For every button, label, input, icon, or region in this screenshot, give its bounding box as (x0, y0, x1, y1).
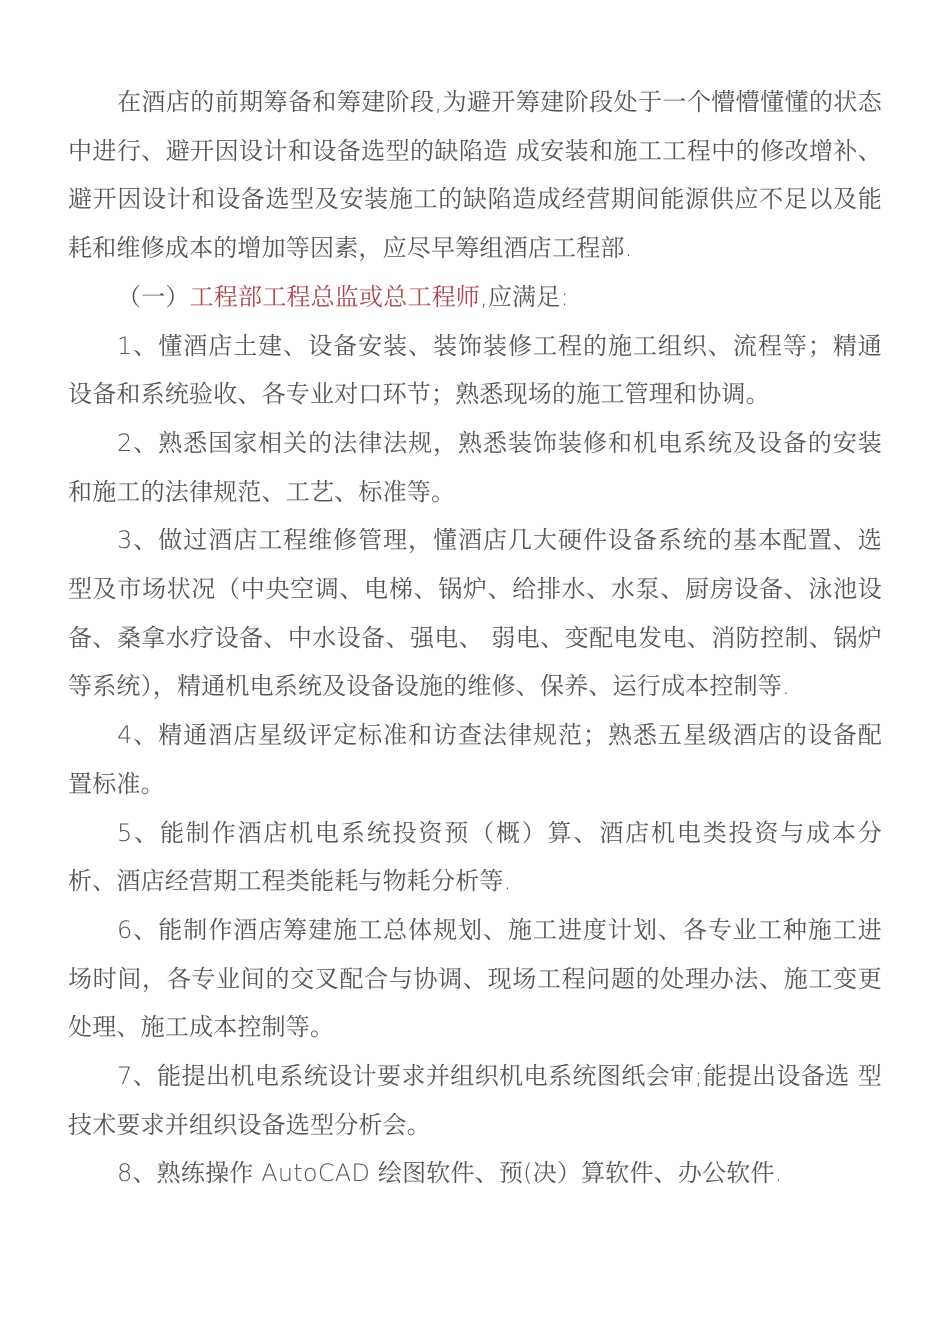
section-heading-title: 工程部工程总监或总工程师 (189, 282, 481, 311)
section-heading-suffix: ,应满足: (480, 282, 569, 311)
requirement-item-5: 5、能制作酒店机电系统投资预（概）算、酒店机电类投资与成本分析、酒店经营期工程类能耗与物耗分析等. (68, 818, 882, 896)
document-page (68, 78, 882, 1198)
intro-paragraph: 在酒店的前期筹备和筹建阶段,为避开筹建阶段处于一个懵懵懂懂的状态中进行、避开因设计和设备选型的缺陷造 成安装和施工工程中的修改增补、避开因设计和设备选型及安装施工的缺陷造成经营期间能源供应不足以及能耗和维修成本的增加等因素，应尽早筹组酒店工程部. (68, 88, 882, 263)
requirement-item-1: 1、懂酒店土建、设备安装、装饰装修工程的施工组织、流程等；精通设备和系统验收、各专业对口环节；熟悉现场的施工管理和协调。 (68, 331, 882, 409)
section-heading (68, 273, 882, 322)
section-heading-number: （一） (117, 282, 190, 311)
requirement-item-3: 3、做过酒店工程维修管理，懂酒店几大硬件设备系统的基本配置、选型及市场状况（中央空调、电梯、锅炉、给排水、水泵、厨房设备、泳池设备、桑拿水疗设备、中水设备、强电、 弱电、变配电发电、消防控制、锅炉等系统），精通机电系统及设备设施的维修、保养、运行成本控制等. (68, 526, 882, 701)
requirement-item-6: 6、能制作酒店筹建施工总体规划、施工进度计划、各专业工种施工进场时间，各专业间的交叉配合与协调、现场工程问题的处理办法、施工变更处理、施工成本控制等。 (68, 915, 882, 1042)
requirement-item-2: 2、熟悉国家相关的法律法规，熟悉装饰装修和机电系统及设备的安装和施工的法律规范、工艺、标准等。 (68, 428, 882, 506)
requirement-item-7: 7、能提出机电系统设计要求并组织机电系统图纸会审;能提出设备选 型技术要求并组织设备选型分析会。 (68, 1062, 882, 1139)
requirement-item-4: 4、精通酒店星级评定标准和访查法律规范；熟悉五星级酒店的设备配置标准。 (68, 721, 882, 798)
requirement-item-8: 8、熟练操作 AutoCAD 绘图软件、预(决）算软件、办公软件. (117, 1159, 783, 1188)
